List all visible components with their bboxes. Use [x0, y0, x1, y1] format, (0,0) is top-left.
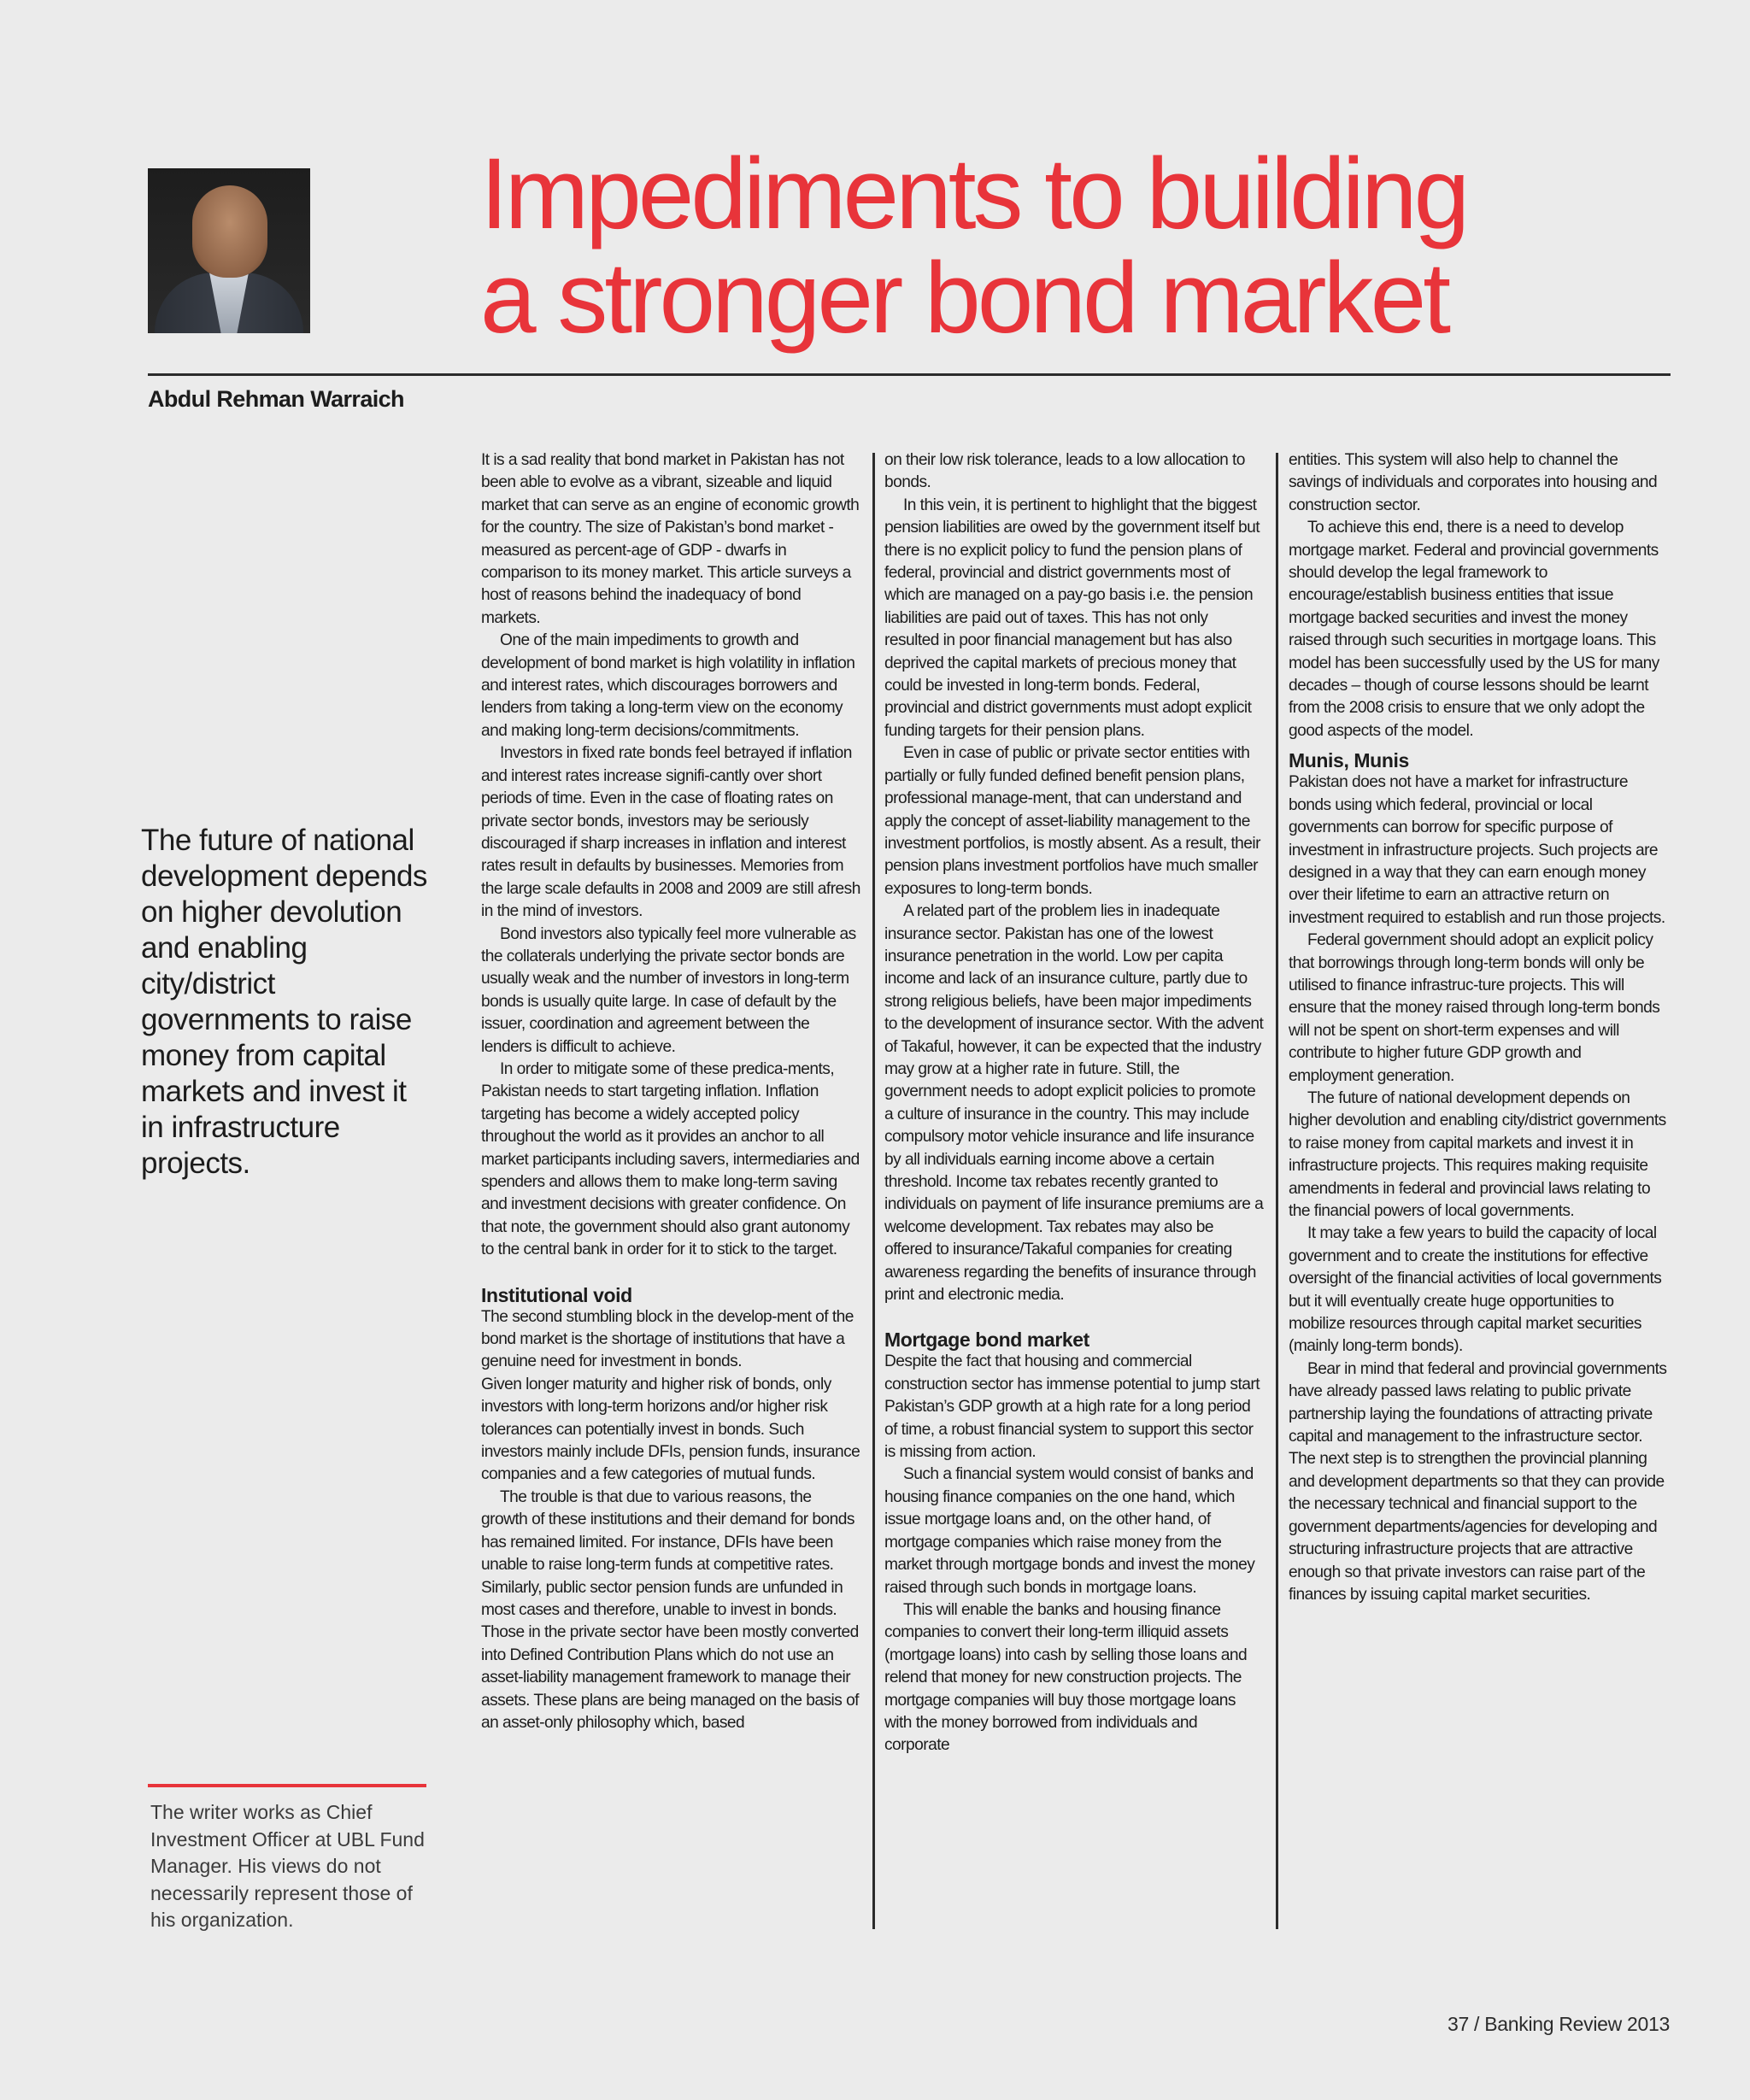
article-title-line-2: a stronger bond market	[480, 242, 1448, 355]
article-column-3	[1289, 449, 1669, 1606]
paragraph: Bond investors also typically feel more vulnerable as the collaterals underlying the private sector bonds are usually weak and the number of investors in long-term bonds is usually quite large. In case of default by the issuer, coordination and agreement between the lenders is difficult to achieve.	[481, 924, 856, 1056]
paragraph: It is a sad reality that bond market in Pakistan has not been able to evolve as a vibrant, sizeable and liquid market that can serve as an engine of economic growth for the country. The size of Pakistan’s bond market - measured as percent-age of GDP - dwarfs in comparison to its money market. This article surveys a host of reasons behind the inadequacy of bond markets.	[481, 451, 860, 627]
section-heading: Mortgage bond market	[884, 1329, 1089, 1352]
paragraph: Investors in fixed rate bonds feel betrayed if inflation and interest rates increase signifi-cantly over short periods of time. Even in the case of floating rates on private sector bonds, investors may be seriously discouraged if sharp increases in inflation and interest rates result in defaults by businesses. Memories from the large scale defaults in 2008 and 2009 are still afresh in the mind of investors.	[481, 744, 860, 921]
article-column-2	[884, 449, 1265, 1757]
paragraph: The second stumbling block in the develop-ment of the bond market is the shortage of institutions that have a genuine need for investment in bonds.	[481, 1307, 854, 1371]
paragraph: The next step is to strengthen the provincial planning and development departments so that they can provide the necessary technical and financial support to the government departments/agencies for developing and structuring infrastructure projects that are attractive enough so that private investors can raise part of the finances by issuing capital market securities.	[1289, 1450, 1665, 1604]
author-photo-face	[192, 185, 267, 278]
column-divider	[1276, 453, 1278, 1929]
note-divider	[148, 1784, 426, 1787]
article-column-1	[481, 449, 861, 1734]
author-note: The writer works as Chief Investment Officer at UBL Fund Manager. His views do not necessarily represent those of his organization.	[150, 1801, 425, 1931]
paragraph: Despite the fact that housing and commercial construction sector has immense potential to jump start Pakistan’s GDP growth at a high rate for a long period of time, a robust financial system to support this sector is missing from action.	[884, 1352, 1260, 1462]
author-byline: Abdul Rehman Warraich	[148, 386, 404, 412]
title-divider	[148, 373, 1671, 376]
paragraph: In order to mitigate some of these predica-ments, Pakistan needs to start targeting inflation. Inflation targeting has become a widely accepted policy throughout the world as it provides an anchor to all market participants including savers, intermediaries and spenders and allows them to make long-term saving and investment decisions with greater confidence. On that note, the government should also grant autonomy to the central bank in order for it to stick to the target.	[481, 1059, 860, 1259]
article-title	[480, 138, 1591, 355]
column-divider	[872, 453, 875, 1929]
pull-quote: The future of national development depends on higher devolution and enabling city/district governments to raise money from capital markets and invest it in infrastructure projects.	[141, 824, 427, 1180]
paragraph: To achieve this end, there is a need to develop mortgage market. Federal and provincial governments should develop the legal framework to encourage/establish business entities that issue mortgage backed securities and invest the money raised through such securities in mortgage loans. This model has been successfully used by the US for many decades – though of course lessons should be learnt from the 2008 crisis to ensure that we only adopt the good aspects of the model.	[1289, 519, 1659, 740]
paragraph: The trouble is that due to various reasons, the growth of these institutions and their demand for bonds has remained limited. For instance, DFIs have been unable to raise long-term funds at competitive rates. Similarly, public sector pension funds are unfunded in most cases and therefore, unable to invest in bonds. Those in the private sector have been mostly converted into Defined Contribution Plans which do not use an asset-liability management framework to manage their assets. These plans are being managed on the basis of an asset-only philosophy which, based	[481, 1487, 859, 1732]
paragraph: This will enable the banks and housing finance companies to convert their long-term illiquid assets (mortgage loans) into cash by selling those loans and relend that money for new construction projects. The mortgage companies will buy those mortgage loans with the money borrowed from individuals and corporate	[884, 1600, 1248, 1755]
page-footer: 37 / Banking Review 2013	[1447, 2013, 1670, 2035]
paragraph: One of the main impediments to growth and development of bond market is high volatility in inflation and interest rates, which discourages borrowers and lenders from taking a long-term view on the economy and making long-term decisions/commitments.	[481, 631, 855, 740]
paragraph: entities. This system will also help to channel the savings of individuals and corporates into housing and construction sector.	[1289, 451, 1658, 514]
author-photo	[148, 168, 310, 333]
article-title-line-1: Impediments to building	[480, 138, 1467, 250]
paragraph: Even in case of public or private sector entities with partially or fully funded defined benefit pension plans, professional manage-ment, that can understand and apply the concept of asset-liability management to the investment portfolios, is mostly absent. As a result, their pension plans investment portfolios have much smaller exposures to long-term bonds.	[884, 744, 1260, 898]
paragraph: on their low risk tolerance, leads to a low allocation to bonds.	[884, 451, 1245, 492]
paragraph: Federal government should adopt an explicit policy that borrowings through long-term bonds will only be utilised to finance infrastruc-ture projects. This will ensure that the money raised through long-term bonds will not be spent on short-term expenses and will contribute to higher future GDP growth and employment generation.	[1289, 931, 1660, 1085]
paragraph: Pakistan does not have a market for infrastructure bonds using which federal, provincial or local governments can borrow for specific purpose of investment in infrastructure projects. Such projects are designed in a way that they can earn enough money over their lifetime to earn an attractive return on investment required to establish and run those projects.	[1289, 773, 1665, 927]
paragraph: The future of national development depends on higher devolution and enabling city/district governments to raise money from capital markets and invest it in infrastructure projects. This requires making requisite amendments in federal and provincial laws relating to the financial powers of local governments.	[1289, 1088, 1666, 1220]
paragraph: It may take a few years to build the capacity of local government and to create the institutions for effective oversight of the financial activities of local governments but it will eventually create huge opportunities to mobilize resources through capital market securities (mainly long-term bonds).	[1289, 1224, 1662, 1356]
paragraph: A related part of the problem lies in inadequate insurance sector. Pakistan has one of the lowest insurance penetration in the world. Low per capita income and lack of an insurance culture, partly due to strong religious beliefs, have been major impediments to the development of insurance sector. With the advent of Takaful, however, it can be expected that the industry may grow at a higher rate in future. Still, the government needs to adopt explicit policies to promote a culture of insurance in the country. This may include compulsory motor vehicle insurance and life insurance by all individuals earning income above a certain threshold. Income tax rebates recently granted to individuals on payment of life insurance premiums are a welcome development. Tax rebates may also be offered to insurance/Takaful companies for creating awareness regarding the benefits of insurance through print and electronic media.	[884, 902, 1264, 1305]
paragraph: In this vein, it is pertinent to highlight that the biggest pension liabilities are owed by the government itself but there is no explicit policy to fund the pension plans of federal, provincial and district governments most of which are managed on a pay-go basis i.e. the pension liabilities are paid out of taxes. This has not only resulted in poor financial management but has also deprived the capital markets of precious money that could be invested in long-term bonds. Federal, provincial and district governments must adopt explicit funding targets for their pension plans.	[884, 496, 1260, 740]
paragraph: Given longer maturity and higher risk of bonds, only investors with long-term horizons and/or higher risk tolerances can potentially invest in bonds. Such investors mainly include DFIs, pension funds, insurance companies and a few categories of mutual funds.	[481, 1375, 860, 1484]
section-heading: Institutional void	[481, 1283, 632, 1306]
paragraph: Such a financial system would consist of banks and housing finance companies on the one hand, which issue mortgage loans and, on the other hand, of mortgage companies which raise money from the market through mortgage bonds and invest the money raised through such bonds in mortgage loans.	[884, 1465, 1255, 1597]
paragraph: Bear in mind that federal and provincial governments have already passed laws relating to public private partnership laying the foundations of attracting private capital and management to the infrastructure sector.	[1289, 1359, 1667, 1446]
section-heading: Munis, Munis	[1289, 749, 1409, 772]
